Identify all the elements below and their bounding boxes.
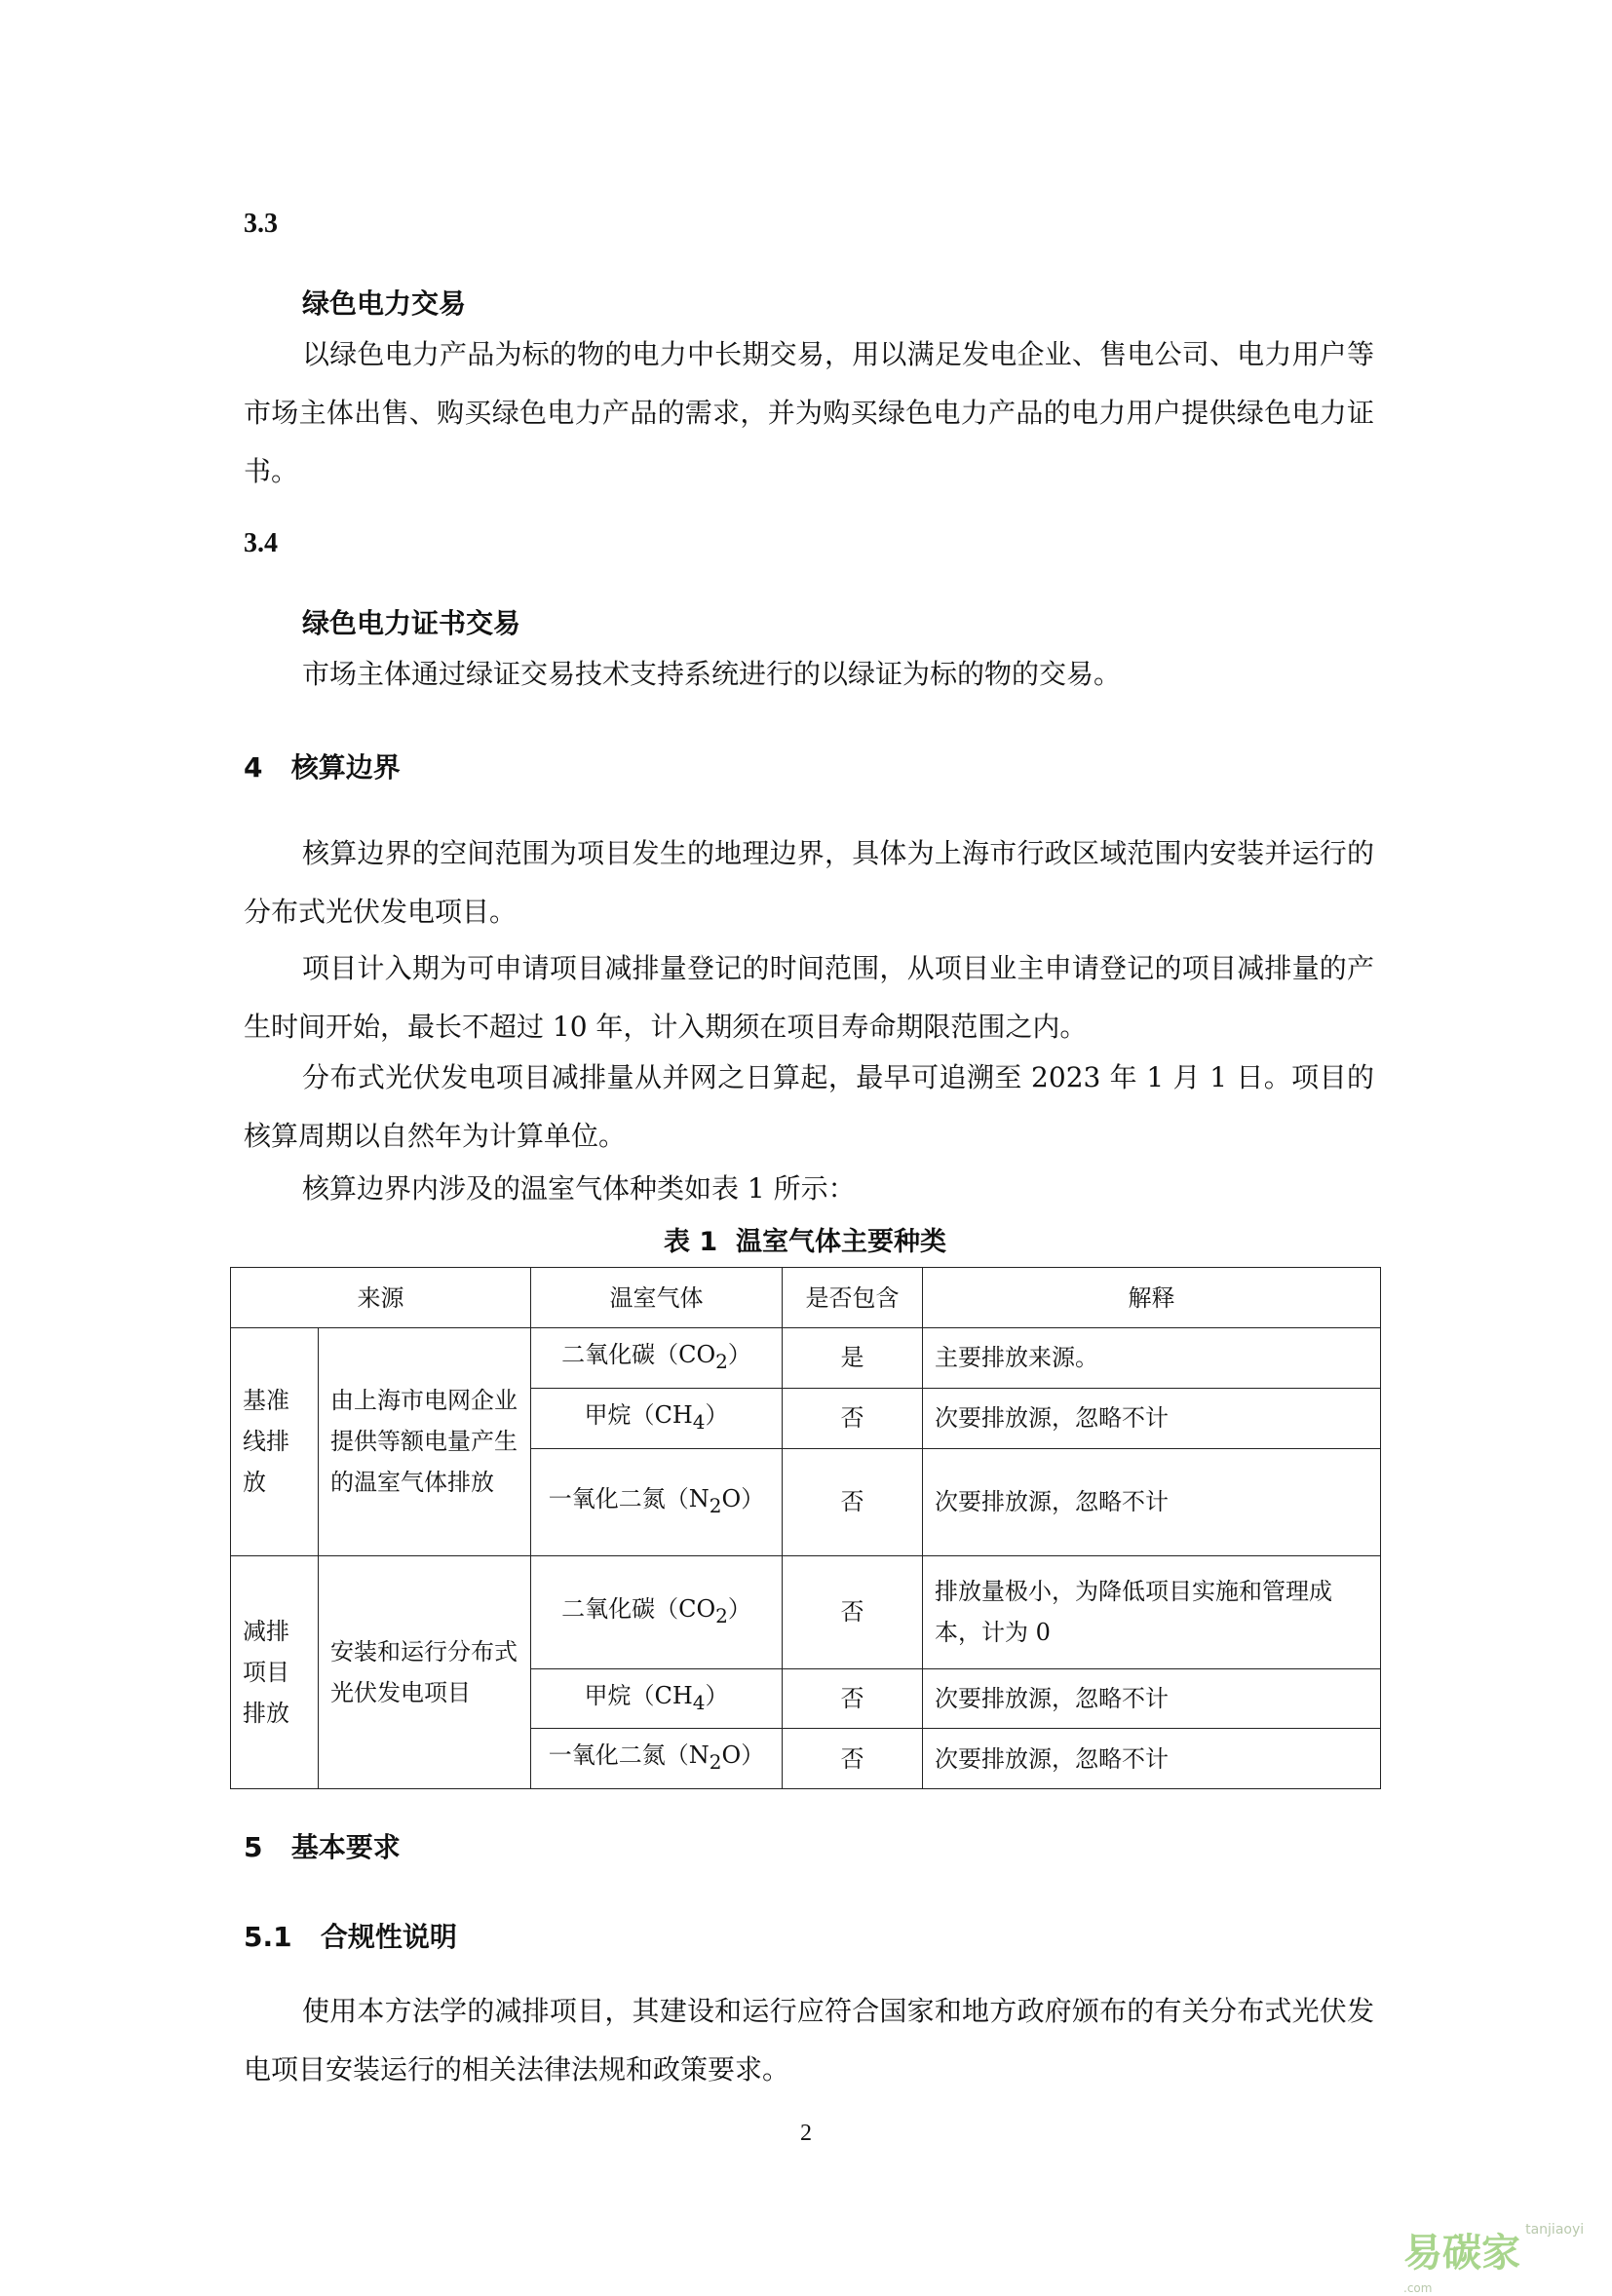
watermark-brand: 易碳家 — [1403, 2231, 1520, 2276]
section-number-3-3: 3.3 — [244, 209, 278, 239]
gas-cell: 二氧化碳$(CO_2)$ — [531, 1328, 783, 1389]
table-caption: 表 1 温室气体主要种类 — [664, 1227, 946, 1257]
table-row — [231, 1328, 1381, 1389]
header-source: 来源 — [231, 1268, 531, 1328]
category-cell: 减排项目排放 — [231, 1555, 319, 1789]
included-cell: 否 — [783, 1555, 923, 1668]
section-heading-5-1: 5.1 合规性说明 — [244, 1921, 457, 1953]
term-green-certificate-trading: 绿色电力证书交易 — [302, 607, 521, 639]
section-5-1-paragraph: 使用本方法学的减排项目，其建设和运行应符合国家和地方政府颁布的有关分布式光伏发电项目安装运行的相关法律法规和政策要求。 — [244, 1995, 1374, 2086]
included-cell: 是 — [783, 1328, 923, 1389]
note-cell: 次要排放源，忽略不计 — [923, 1668, 1381, 1729]
greenhouse-gas-table — [230, 1267, 1381, 1789]
section-4-paragraph: 核算边界内涉及的温室气体种类如表 1 所示： — [302, 1172, 856, 1205]
watermark-logo — [1403, 2222, 1612, 2296]
included-cell: 否 — [783, 1668, 923, 1729]
table-header-row — [231, 1268, 1381, 1328]
gas-cell: 二氧化碳$(CO_2)$ — [531, 1555, 783, 1668]
watermark-url: tanjiaoyi — [1525, 2222, 1585, 2238]
watermark-domain: .com — [1403, 2281, 1433, 2295]
included-cell: 否 — [783, 1729, 923, 1789]
gas-cell: 甲烷$(CH_4)$ — [531, 1668, 783, 1729]
gas-cell: 甲烷$(CH_4)$ — [531, 1388, 783, 1448]
header-gas: 温室气体 — [531, 1268, 783, 1328]
note-cell: 次要排放源，忽略不计 — [923, 1448, 1381, 1555]
page-number: 2 — [800, 2121, 812, 2146]
source-cell: 由上海市电网企业提供等额电量产生的温室气体排放 — [319, 1328, 531, 1556]
note-cell: 排放量极小，为降低项目实施和管理成本，计为 0 — [923, 1555, 1381, 1668]
header-included: 是否包含 — [783, 1268, 923, 1328]
section-heading-5: 5 基本要求 — [244, 1831, 401, 1863]
included-cell: 否 — [783, 1448, 923, 1555]
definition-green-certificate-trading: 市场主体通过绿证交易技术支持系统进行的以绿证为标的物的交易。 — [302, 658, 1122, 690]
gas-cell: 一氧化二氮$(N_2O)$ — [531, 1448, 783, 1555]
section-4-paragraph: 分布式光伏发电项目减排量从并网之日算起，最早可追溯至 2023 年 1 月 1 日。项目的核算周期以自然年为计算单位。 — [244, 1061, 1374, 1152]
section-4-paragraph: 项目计入期为可申请项目减排量登记的时间范围，从项目业主申请登记的项目减排量的产生时间开始，最长不超过 10 年，计入期须在项目寿命期限范围之内。 — [244, 952, 1374, 1043]
note-cell: 次要排放源，忽略不计 — [923, 1388, 1381, 1448]
included-cell: 否 — [783, 1388, 923, 1448]
note-cell: 次要排放源，忽略不计 — [923, 1729, 1381, 1789]
source-cell: 安装和运行分布式光伏发电项目 — [319, 1555, 531, 1789]
section-4-paragraph: 核算边界的空间范围为项目发生的地理边界，具体为上海市行政区域范围内安装并运行的分布式光伏发电项目。 — [244, 837, 1374, 928]
definition-green-power-trading: 以绿色电力产品为标的物的电力中长期交易，用以满足发电企业、售电公司、电力用户等市场主体出售、购买绿色电力产品的需求，并为购买绿色电力产品的电力用户提供绿色电力证书。 — [244, 338, 1374, 487]
header-explanation: 解释 — [923, 1268, 1381, 1328]
category-cell: 基准线排放 — [231, 1328, 319, 1556]
gas-cell: 一氧化二氮$(N_2O)$ — [531, 1729, 783, 1789]
note-cell: 主要排放来源。 — [923, 1328, 1381, 1389]
table-row — [231, 1555, 1381, 1668]
section-heading-4: 4 核算边界 — [244, 751, 401, 784]
term-green-power-trading: 绿色电力交易 — [302, 287, 467, 320]
section-number-3-4: 3.4 — [244, 528, 278, 558]
